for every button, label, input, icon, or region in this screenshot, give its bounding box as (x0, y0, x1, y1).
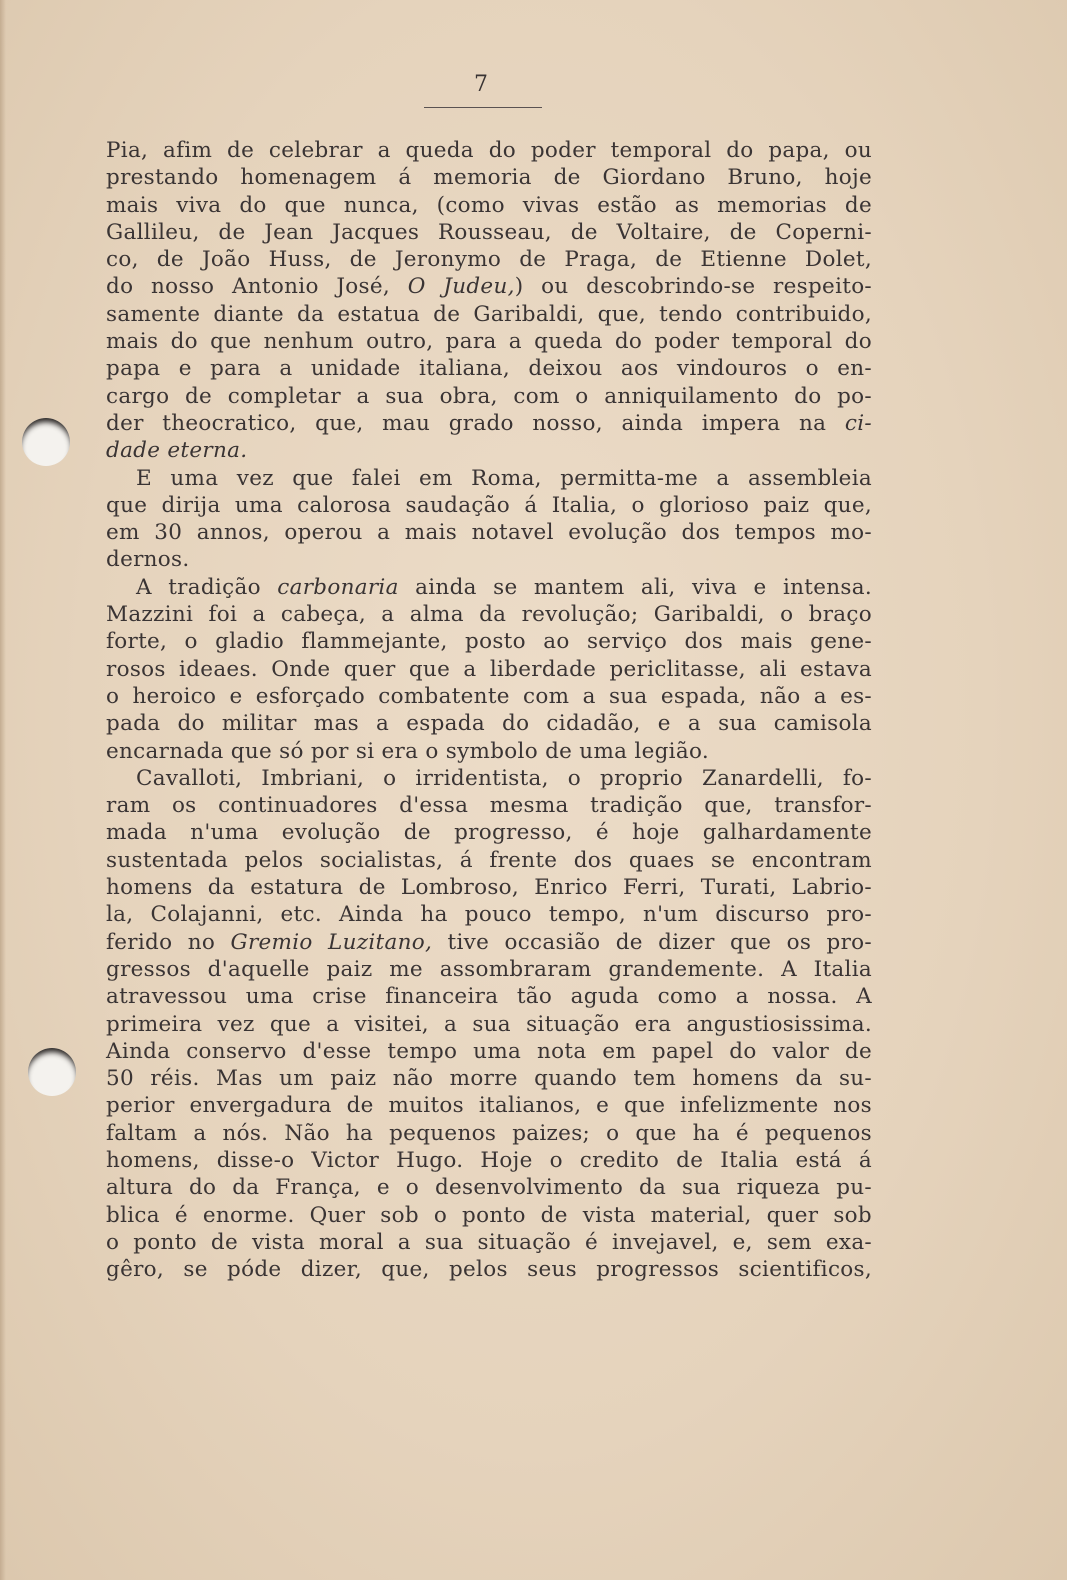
text-line (106, 901, 872, 928)
text-line (106, 710, 872, 737)
text-segment: ainda se mantem ali, viva e intensa. (398, 574, 872, 600)
text-line (106, 765, 872, 792)
text-line (106, 164, 872, 191)
text-line (106, 410, 872, 437)
text-segment: Cavalloti, Imbriani, o irridentista, o proprio Zanardelli, fo- (136, 765, 872, 791)
text-line (106, 355, 872, 382)
text-line (106, 1120, 872, 1147)
text-segment: samente diante da estatua de Garibaldi, que, tendo contribuido, (106, 301, 872, 327)
text-segment: forte, o gladio flammejante, posto ao serviço dos mais gene- (106, 629, 872, 655)
text-segment: Pia, afim de celebrar a queda do poder temporal do papa, ou (106, 138, 872, 163)
text-segment: primeira vez que a visitei, a sua situação era angustiosissima. (106, 1011, 872, 1037)
text-segment: mais viva do que nunca, (como vivas estão as memorias de (106, 192, 872, 218)
text-line (106, 656, 872, 683)
text-line (106, 983, 872, 1010)
text-segment: Ainda conservo d'esse tempo uma nota em papel do valor de (106, 1038, 872, 1064)
text-line (106, 1011, 872, 1038)
text-segment: ram os continuadores d'essa mesma tradição que, transfor- (106, 793, 872, 819)
text-line (106, 956, 872, 983)
text-line (106, 546, 872, 573)
text-line (106, 738, 872, 765)
text-segment: mada n'uma evolução de progresso, é hoje galhardamente (106, 820, 872, 846)
text-line (106, 301, 872, 328)
text-segment: 50 réis. Mas um paiz não morre quando tem homens da su- (106, 1066, 872, 1092)
page-number: 7 (474, 72, 488, 97)
text-line (106, 1147, 872, 1174)
text-segment: dernos. (106, 547, 190, 573)
text-line (106, 601, 872, 628)
text-line (106, 273, 872, 300)
text-line (106, 328, 872, 355)
text-segment: Gremio Luzitano, (230, 929, 433, 955)
punch-hole-top (22, 418, 70, 466)
text-segment: faltam a nós. Não ha pequenos paizes; o que ha é pequenos (106, 1120, 872, 1146)
text-segment: O Judeu, (407, 274, 515, 300)
text-line (106, 465, 872, 492)
page-left-edge (0, 0, 6, 1580)
text-line (106, 574, 872, 601)
text-line (106, 437, 872, 464)
text-segment: dade eterna. (106, 438, 248, 464)
text-line (106, 792, 872, 819)
text-line (106, 1038, 872, 1065)
body-text (106, 137, 872, 1283)
text-segment: gressos d'aquelle paiz me assombraram grandemente. A Italia (106, 956, 872, 982)
text-line (106, 246, 872, 273)
text-segment: A tradição (136, 574, 278, 600)
text-line (106, 628, 872, 655)
text-segment: blica é enorme. Quer sob o ponto de vista material, quer sob (106, 1202, 872, 1228)
text-segment: Gallileu, de Jean Jacques Rousseau, de Voltaire, de Coperni- (106, 219, 872, 245)
text-segment: homens, disse-o Victor Hugo. Hoje o credito de Italia está á (106, 1147, 872, 1173)
text-segment: der theocratico, que, mau grado nosso, ainda impera na (106, 410, 845, 436)
text-segment: que dirija uma calorosa saudação á Italia, o glorioso paiz que, (106, 492, 872, 518)
punch-hole-bottom (28, 1048, 76, 1096)
text-line (106, 519, 872, 546)
text-segment: la, Colajanni, etc. Ainda ha pouco tempo, n'um discurso pro- (106, 902, 872, 928)
text-segment: tive occasião de dizer que os pro- (432, 929, 872, 955)
text-segment: carbonaria (277, 574, 399, 600)
text-line (106, 874, 872, 901)
text-line (106, 847, 872, 874)
text-segment: homens da estatura de Lombroso, Enrico Ferri, Turati, Labrio- (106, 875, 872, 901)
text-segment: atravessou uma crise financeira tão aguda como a nossa. A (106, 984, 872, 1010)
text-segment: mais do que nenhum outro, para a queda do poder temporal do (106, 329, 872, 355)
text-segment: ci- (844, 410, 872, 436)
text-line (106, 492, 872, 519)
text-segment: cargo de completar a sua obra, com o anniquilamento do po- (106, 383, 872, 409)
text-line (106, 1065, 872, 1092)
text-line (106, 1174, 872, 1201)
text-segment: pada do militar mas a espada do cidadão, e a sua camisola (106, 711, 872, 737)
text-segment: encarnada que só por si era o symbolo de uma legião. (106, 738, 709, 764)
text-segment: o ponto de vista moral a sua situação é invejavel, e, sem exa- (106, 1229, 872, 1255)
text-segment: altura do da França, e o desenvolvimento da sua riqueza pu- (106, 1175, 872, 1201)
text-segment: ) ou descobrindo-se respeito- (514, 274, 872, 300)
text-segment: gêro, se póde dizer, que, pelos seus progressos scientificos, (106, 1257, 872, 1283)
text-line (106, 137, 872, 164)
text-line (106, 383, 872, 410)
text-line (106, 819, 872, 846)
text-segment: co, de João Huss, de Jeronymo de Praga, de Etienne Dolet, (106, 247, 872, 273)
text-line (106, 219, 872, 246)
text-line (106, 1256, 872, 1283)
text-segment: papa e para a unidade italiana, deixou aos vindouros o en- (106, 356, 872, 382)
text-segment: Mazzini foi a cabeça, a alma da revolução; Garibaldi, o braço (106, 602, 872, 628)
text-line (106, 1229, 872, 1256)
text-segment: do nosso Antonio José, (106, 274, 408, 300)
text-segment: em 30 annos, operou a mais notavel evolução dos tempos mo- (106, 520, 872, 546)
text-segment: sustentada pelos socialistas, á frente dos quaes se encontram (106, 847, 872, 873)
text-segment: perior envergadura de muitos italianos, e que infelizmente nos (106, 1093, 872, 1119)
text-line (106, 192, 872, 219)
text-line (106, 929, 872, 956)
text-segment: prestando homenagem á memoria de Giordano Bruno, hoje (106, 165, 872, 191)
text-line (106, 1202, 872, 1229)
text-segment: E uma vez que falei em Roma, permitta-me a assembleia (136, 465, 872, 491)
text-line (106, 1092, 872, 1119)
text-segment: rosos ideaes. Onde quer que a liberdade periclitasse, ali estava (106, 656, 872, 682)
text-segment: ferido no (106, 929, 231, 955)
page-number-rule (424, 107, 542, 108)
text-segment: o heroico e esforçado combatente com a sua espada, não a es- (106, 683, 872, 709)
text-line (106, 683, 872, 710)
